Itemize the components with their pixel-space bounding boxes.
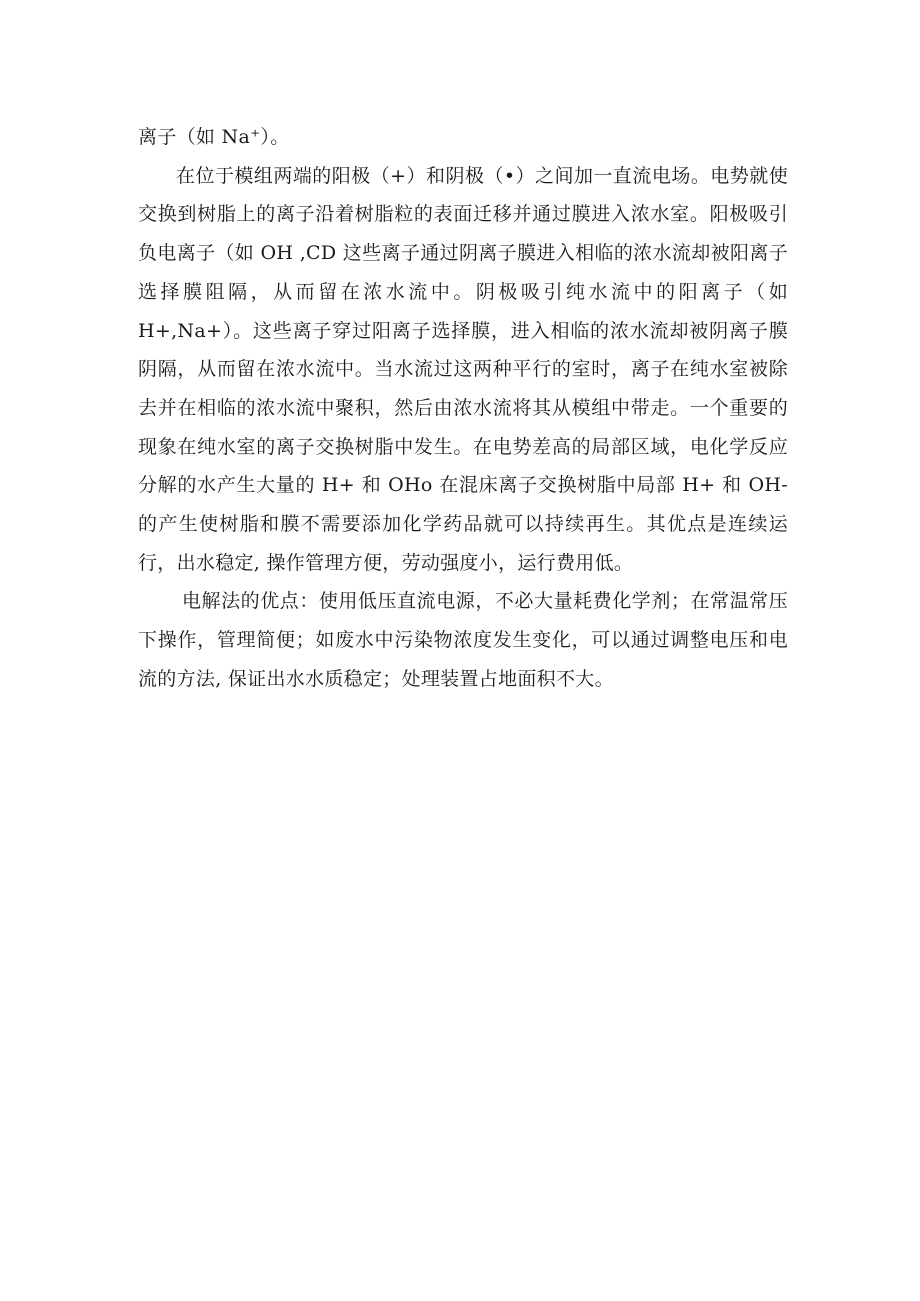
paragraph-electrolysis-advantages: 电解法的优点：使用低压直流电源，不必大量耗费化学剂；在常温常压下操作，管理简便；如废水中污染物浓度发生变化，可以通过调整电压和电流的方法, 保证出水水质稳定；处理装置占地面积不大。 — [138, 590, 788, 690]
document-body — [138, 118, 788, 699]
paragraph-continuation: 离子（如 Na⁺）。 — [138, 126, 290, 148]
paragraph-electrodeionization: 在位于模组两端的阳极（+）和阴极（•）之间加一直流电场。电势就使交换到树脂上的离子沿着树脂粒的表面迁移并通过膜进入浓水室。阳极吸引负电离子（如 OH ,CD 这些离子通过阴离子膜进入相临的浓水流却被阳离子选择膜阻隔，从而留在浓水流中。阴极吸引纯水流中的阳离子（如 H+,Na+）。这些离子穿过阳离子选择膜，进入相临的浓水流却被阴离子膜阴隔，从而留在浓水流中。当水流过这两种平行的室时，离子在纯水室被除去并在相临的浓水流中聚积，然后由浓水流将其从模组中带走。一个重要的现象在纯水室的离子交换树脂中发生。在电势差高的局部区域，电化学反应分解的水产生大量的 H+ 和 OHo 在混床离子交换树脂中局部 H+ 和 OH- 的产生使树脂和膜不需要添加化学药品就可以持续再生。其优点是连续运行，出水稳定, 操作管理方便，劳动强度小，运行费用低。 — [138, 164, 788, 574]
